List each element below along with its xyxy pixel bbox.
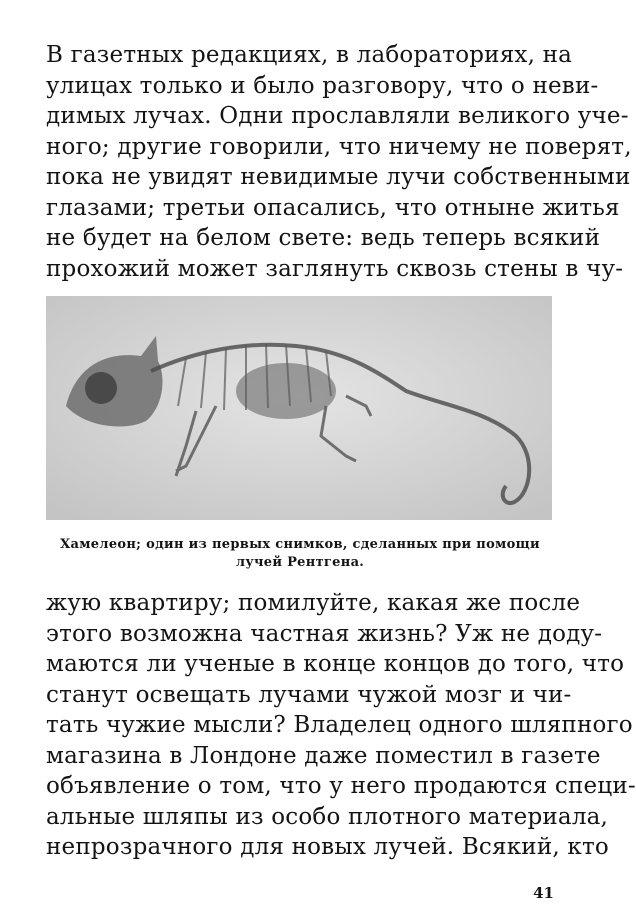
- text-line: прохожий может заглянуть сквозь стены в чу-: [46, 255, 624, 282]
- figure-caption: [46, 536, 554, 572]
- text-line: жую квартиру; помилуйте, какая же после: [46, 590, 581, 616]
- text-line: этого возможна частная жизнь? Уж не доду-: [46, 620, 603, 647]
- caption-line-1: Хамелеон; один из первых снимков, сделанных при помощи: [60, 537, 540, 552]
- text-line: димых лучах. Одни прославляли великого уче-: [46, 103, 629, 129]
- xray-chameleon-illustration: [46, 296, 552, 520]
- text-line: маются ли ученые в конце концов до того, что: [46, 651, 625, 677]
- text-line: станут освещать лучами чужой мозг и чи-: [46, 681, 572, 708]
- text-line: улицах только и было разговору, что о неви-: [46, 72, 599, 99]
- text-line: объявление о том, что у него продаются специ-: [46, 773, 636, 799]
- text-line: магазина в Лондоне даже поместил в газете: [46, 742, 601, 769]
- xray-chameleon-image: [46, 296, 552, 520]
- body-text-bottom: [46, 588, 636, 863]
- body-text-top: [46, 40, 632, 284]
- text-line: не будет на белом свете: ведь теперь всякий: [46, 225, 601, 251]
- page-number: 41: [533, 884, 554, 902]
- text-line: В газетных редакциях, в лабораториях, на: [46, 42, 573, 68]
- text-line: непрозрачного для новых лучей. Всякий, кто: [46, 834, 609, 860]
- text-line: альные шляпы из особо плотного материала,: [46, 803, 609, 830]
- caption-line-2: лучей Рентгена.: [235, 555, 365, 570]
- text-line: глазами; третьи опасались, что отныне житья: [46, 194, 620, 221]
- text-line: пока не увидят невидимые лучи собственными: [46, 164, 631, 190]
- text-line: тать чужие мысли? Владелец одного шляпного: [46, 712, 633, 738]
- text-line: ного; другие говорили, что ничему не поверят,: [46, 133, 632, 160]
